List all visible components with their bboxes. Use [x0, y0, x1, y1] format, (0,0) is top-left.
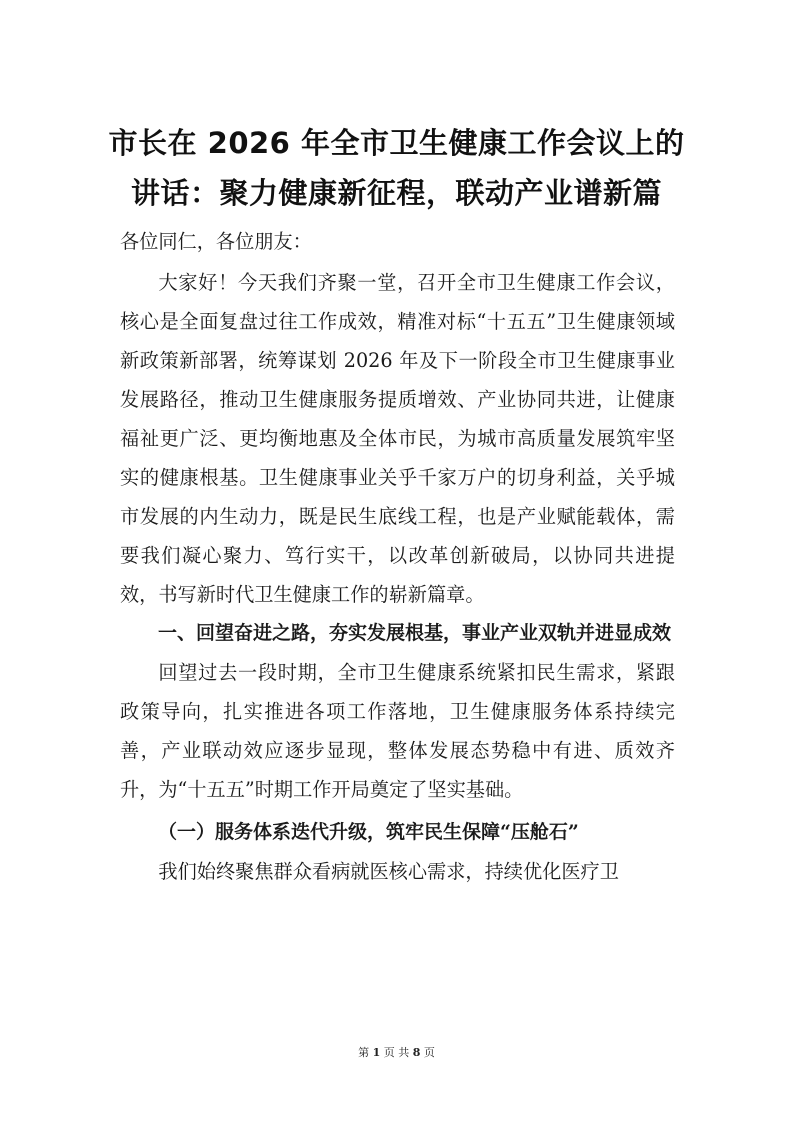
footer-prefix: 第 [358, 1046, 370, 1059]
footer-page-number: 1 [372, 1046, 381, 1059]
footer-middle: 页 共 [383, 1046, 410, 1059]
intro-paragraph: 大家好！今天我们齐聚一堂，召开全市卫生健康工作会议，核心是全面复盘过往工作成效，精准对标“十五五”卫生健康领域新政策新部署，统筹谋划 2026 年及下一阶段全市卫生健康事业发展路径，推动卫生健康服务提质增效、产业协同共进，让健康福祉更广泛、更均衡地惠及全体市民，为城市高质量发展筑牢坚实的健康根基。卫生健康事业关乎千家万户的切身利益，关乎城市发展的内生动力，既是民生底线工程，也是产业赋能载体，需要我们凝心聚力、笃行实干，以改革创新破局，以协同共进提效，书写新时代卫生健康工作的崭新篇章。 [120, 271, 675, 606]
document-title [100, 118, 693, 218]
title-line-1: 市长在 2026 年全市卫生健康工作会议上的 [108, 126, 685, 160]
subsection-1-heading: （一）服务体系迭代升级，筑牢民生保障“压舱石” [158, 821, 579, 843]
salutation: 各位同仁，各位朋友： [120, 230, 312, 253]
document-body [120, 222, 675, 891]
title-line-2: 讲话：聚力健康新征程，联动产业谱新篇 [130, 176, 662, 210]
footer-suffix: 页 [423, 1046, 435, 1059]
subsection-1-paragraph: 我们始终聚焦群众看病就医核心需求，持续优化医疗卫 [158, 860, 619, 883]
section-1-heading: 一、回望奋进之路，夯实发展根基，事业产业双轨并进显成效 [158, 622, 672, 644]
page-footer [0, 1044, 793, 1060]
section-1-paragraph: 回望过去一段时期，全市卫生健康系统紧扣民生需求，紧跟政策导向，扎实推进各项工作落地，卫生健康服务体系持续完善，产业联动效应逐步显现，整体发展态势稳中有进、质效齐升，为“十五五”时期工作开局奠定了坚实基础。 [120, 661, 675, 801]
footer-total-pages: 8 [412, 1046, 421, 1059]
